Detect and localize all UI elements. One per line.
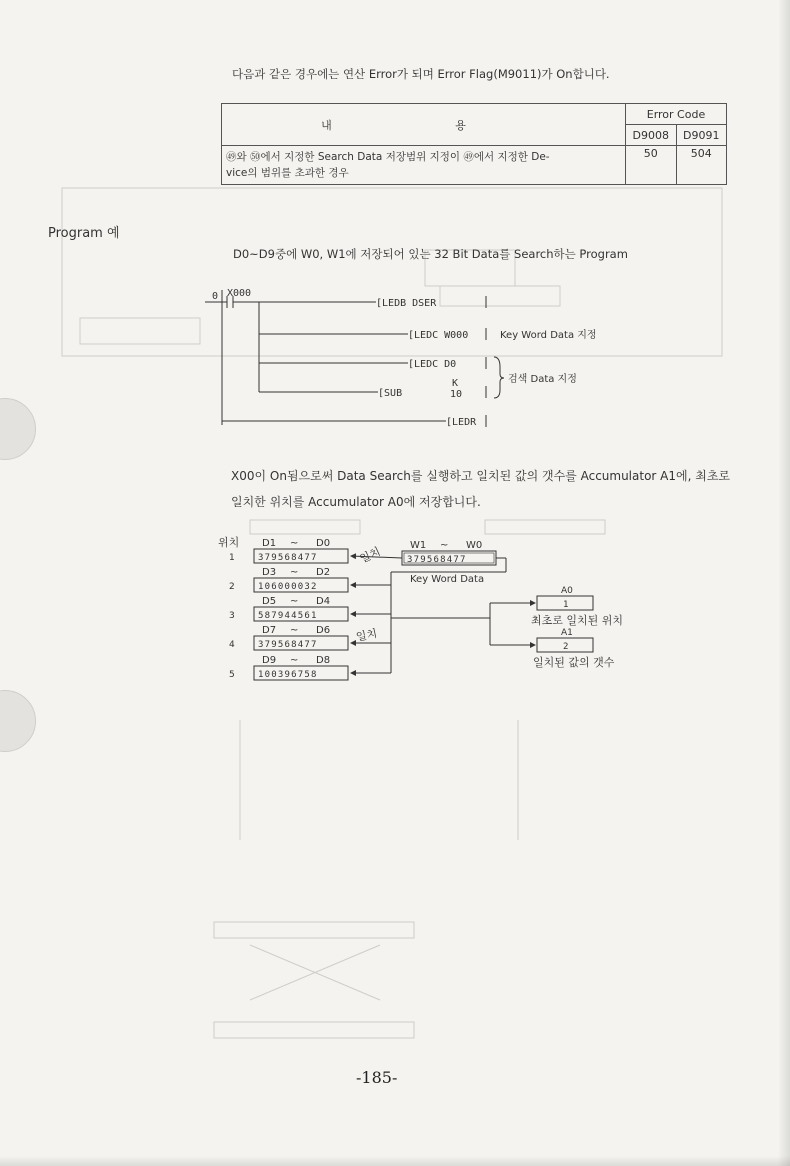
- content-header: 내 용: [222, 104, 626, 146]
- row-tilde-2: ~: [290, 567, 299, 578]
- row-value-1: 379568477: [258, 553, 318, 563]
- match-label-2: 일치: [354, 626, 379, 644]
- row-lo-reg-5: D8: [316, 655, 331, 666]
- intro-text: 다음과 같은 경우에는 연산 Error가 되며 Error Flag(M9011)가 On합니다.: [232, 67, 610, 81]
- code-column-d9008: D9008: [626, 125, 677, 146]
- key-word-note: Key Word Data 지정: [500, 330, 597, 341]
- ladder-sub-operand-k: K: [452, 378, 459, 389]
- accumulator-a1-name: A1: [561, 628, 573, 638]
- page-edge-shadow-bottom: [0, 1156, 790, 1166]
- accumulator-a0-desc: 최초로 일치된 위치: [531, 614, 624, 627]
- explanation-line2: 일치한 위치를 Accumulator A0에 저장합니다.: [231, 495, 481, 509]
- ladder-instr-sub: [SUB: [378, 388, 403, 399]
- row-hi-reg-1: D1: [262, 538, 277, 549]
- match-label-1: 일치: [357, 544, 383, 566]
- row-hi-reg-2: D3: [262, 567, 277, 578]
- key-tilde: ~: [440, 540, 449, 551]
- accumulator-a1-desc: 일치된 값의 갯수: [533, 656, 615, 669]
- error-code-header: Error Code: [626, 104, 727, 125]
- ladder-instr-ledr: [LEDR: [446, 417, 477, 428]
- key-lo-reg: W0: [466, 540, 483, 551]
- ladder-instr-ledc-d0: [LEDC D0: [408, 359, 457, 370]
- program-label: Program 예: [48, 226, 120, 241]
- error-value-d9091: 504: [676, 146, 727, 185]
- ladder-step: 0: [212, 291, 219, 302]
- row-tilde-1: ~: [290, 538, 299, 549]
- accumulator-a0-value: 1: [563, 600, 569, 610]
- row-lo-reg-2: D2: [316, 567, 331, 578]
- row-position-4: 4: [229, 640, 235, 650]
- accumulator-a1-value: 2: [563, 642, 569, 652]
- explanation-line1: X00이 On됨으로써 Data Search를 실행하고 일치된 값의 갯수를 Accumulator A1에, 최초로: [231, 469, 731, 483]
- row-lo-reg-4: D6: [316, 625, 331, 636]
- row-tilde-5: ~: [290, 655, 299, 666]
- row-hi-reg-5: D9: [262, 655, 277, 666]
- row-hi-reg-4: D7: [262, 625, 277, 636]
- row-position-3: 3: [229, 611, 235, 621]
- list-item: [229, 567, 348, 592]
- accumulator-a0-name: A0: [561, 586, 573, 596]
- ladder-instr-ledc-w000: [LEDC W000: [408, 330, 469, 341]
- row-value-4: 379568477: [258, 640, 318, 650]
- error-description-line2: vice의 범위를 초과한 경우: [226, 167, 349, 179]
- error-value-d9008: 50: [626, 146, 677, 185]
- row-position-1: 1: [229, 553, 235, 563]
- ladder-instr-ledb-dser: [LEDB DSER: [376, 298, 437, 309]
- list-item: [229, 538, 348, 563]
- code-column-d9091: D9091: [676, 125, 727, 146]
- row-lo-reg-3: D4: [316, 596, 331, 607]
- row-lo-reg-1: D0: [316, 538, 331, 549]
- ladder-contact-x000: X000: [227, 288, 252, 299]
- row-hi-reg-3: D5: [262, 596, 277, 607]
- row-tilde-4: ~: [290, 625, 299, 636]
- row-value-5: 100396758: [258, 670, 318, 680]
- list-item: [229, 655, 348, 680]
- key-word-label: Key Word Data: [410, 574, 485, 585]
- range-note: 검색 Data 지정: [508, 374, 577, 385]
- program-description: D0~D9중에 W0, W1에 저장되어 있는 32 Bit Data를 Search하는 Program: [233, 247, 628, 261]
- ladder-sub-operand-10: 10: [450, 389, 463, 400]
- row-value-3: 587944561: [258, 611, 318, 621]
- key-word-value: 379568477: [407, 555, 467, 565]
- list-item: [229, 625, 348, 650]
- page-number: -185-: [356, 1068, 398, 1087]
- row-value-2: 106000032: [258, 582, 318, 592]
- row-position-2: 2: [229, 582, 235, 592]
- position-label: 위치: [218, 536, 240, 549]
- page-edge-shadow: [778, 0, 790, 1166]
- row-tilde-3: ~: [290, 596, 299, 607]
- error-description-line1: ㊾와 ㊿에서 지정한 Search Data 저장범위 지정이 ㊾에서 지정한 De-: [226, 151, 550, 163]
- list-item: [229, 596, 348, 621]
- key-hi-reg: W1: [410, 540, 427, 551]
- row-position-5: 5: [229, 670, 235, 680]
